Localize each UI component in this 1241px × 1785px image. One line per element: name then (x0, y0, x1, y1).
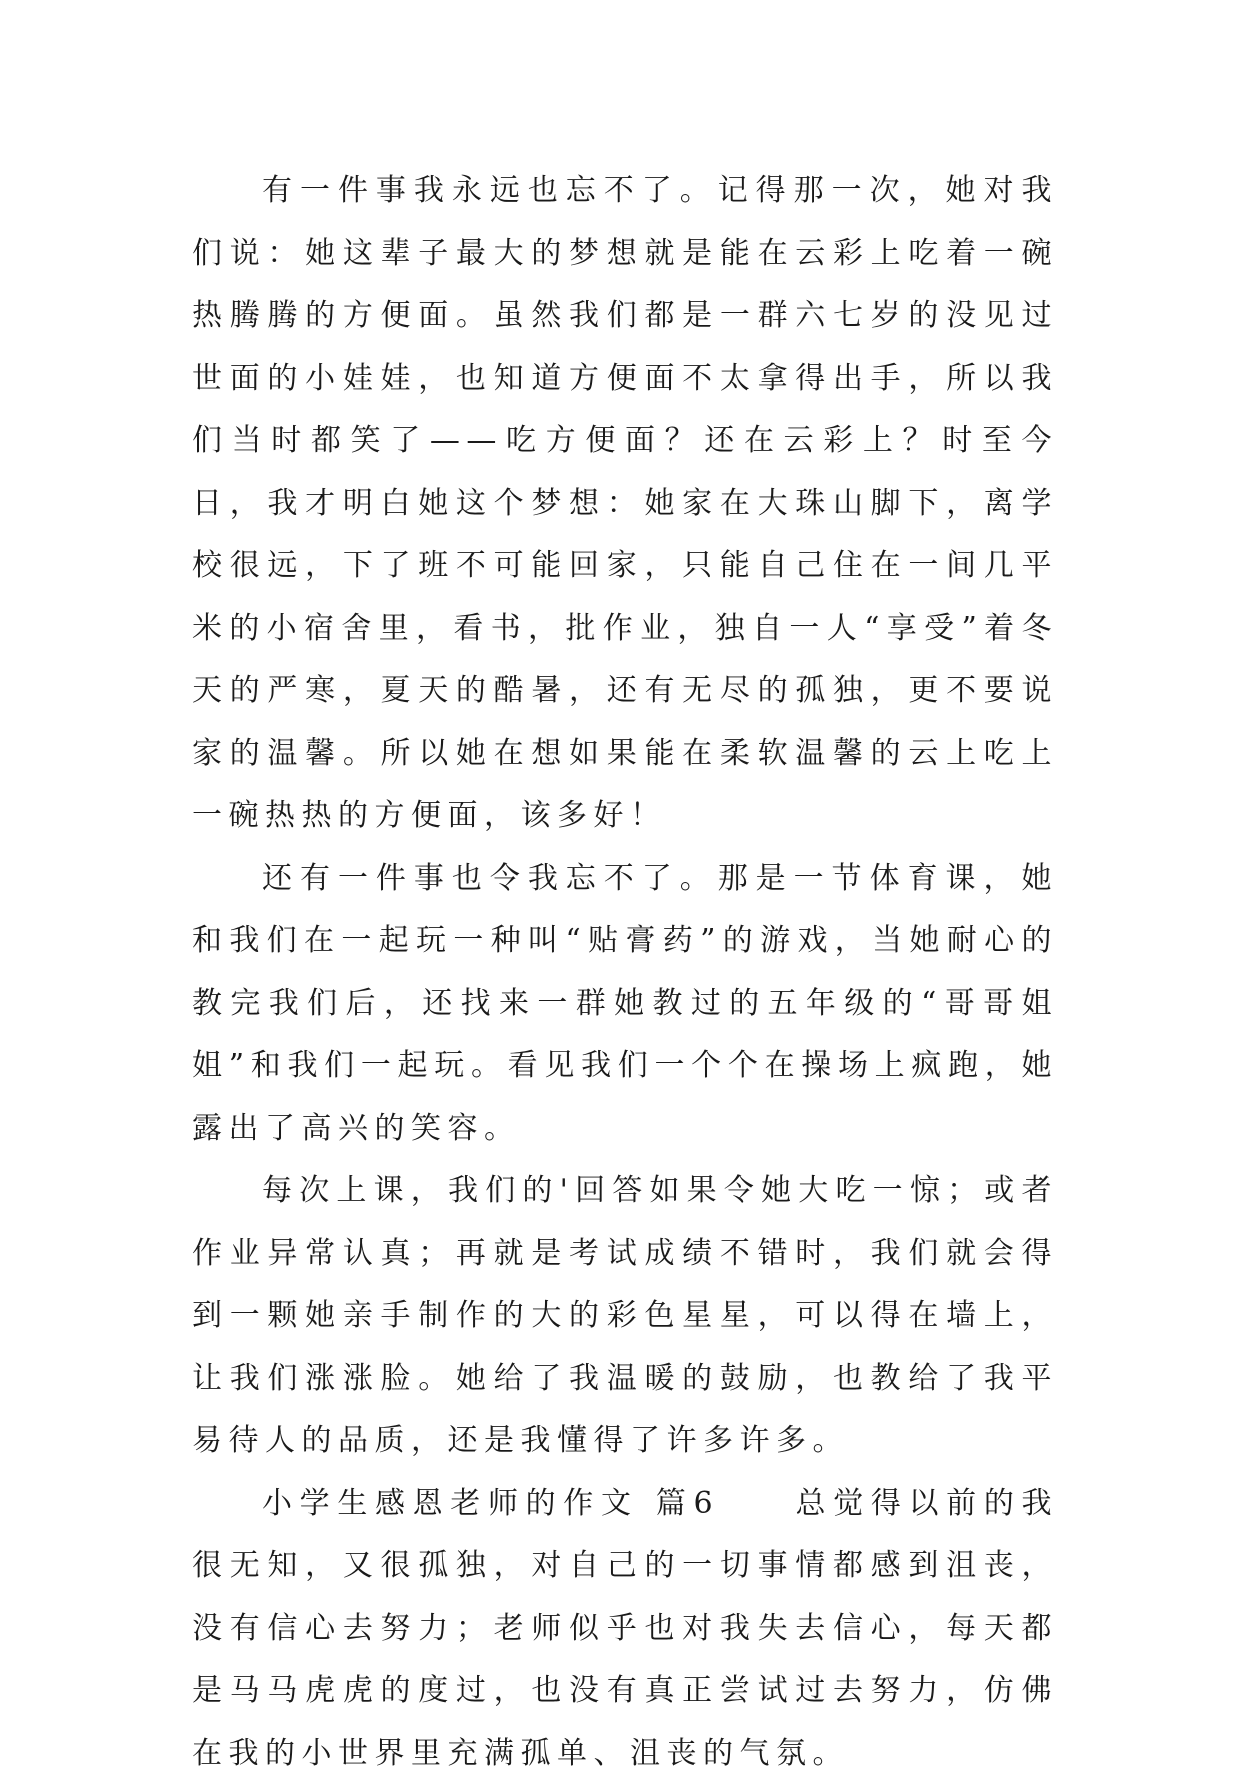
paragraph-2: 还有一件事也令我忘不了。那是一节体育课，她和我们在一起玩一种叫“贴膏药”的游戏，当她耐心的教完我们后，还找来一群她教过的五年级的“哥哥姐姐”和我们一起玩。看见我们一个个在操场上疯跑，她露出了高兴的笑容。 (192, 848, 1058, 1161)
paragraph-3: 每次上课，我们的'回答如果令她大吃一惊；或者作业异常认真；再就是考试成绩不错时，我们就会得到一颗她亲手制作的大的彩色星星，可以得在墙上，让我们涨涨脸。她给了我温暖的鼓励，也教给了我平易待人的品质，还是我懂得了许多许多。 (192, 1160, 1058, 1473)
paragraph-4: 小学生感恩老师的作文 篇6 总觉得以前的我很无知，又很孤独，对自己的一切事情都感到沮丧，没有信心去努力；老师似乎也对我失去信心，每天都是马马虎虎的度过，也没有真正尝试过去努力，仿佛在我的小世界里充满孤单、沮丧的气氛。 (192, 1473, 1058, 1785)
paragraph-1: 有一件事我永远也忘不了。记得那一次，她对我们说：她这辈子最大的梦想就是能在云彩上吃着一碗热腾腾的方便面。虽然我们都是一群六七岁的没见过世面的小娃娃，也知道方便面不太拿得出手，所以我们当时都笑了——吃方便面？还在云彩上？时至今日，我才明白她这个梦想：她家在大珠山脚下，离学校很远，下了班不可能回家，只能自己住在一间几平米的小宿舍里，看书，批作业，独自一人“享受”着冬天的严寒，夏天的酷暑，还有无尽的孤独，更不要说家的温馨。所以她在想如果能在柔软温馨的云上吃上一碗热热的方便面，该多好！ (192, 160, 1058, 848)
document-body (192, 160, 1058, 1785)
